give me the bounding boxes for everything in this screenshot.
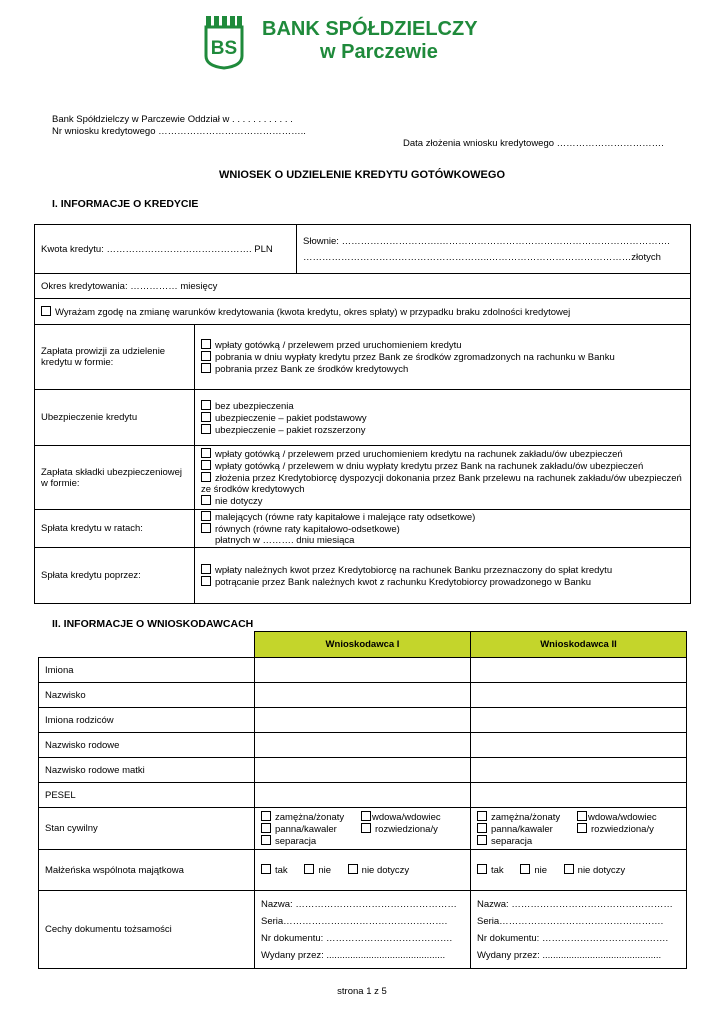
checkbox[interactable] — [477, 823, 487, 833]
option-row[interactable] — [361, 823, 438, 835]
option-row[interactable] — [577, 823, 654, 835]
checkbox[interactable] — [201, 400, 211, 410]
option-label: nie — [534, 865, 548, 876]
option-label: nie dotyczy — [577, 865, 626, 876]
checkbox[interactable] — [201, 448, 211, 458]
checkbox[interactable] — [201, 564, 211, 574]
checkbox[interactable] — [201, 511, 211, 521]
page-number: strona 1 z 5 — [337, 986, 387, 997]
parents-names-label: Imiona rodziców — [39, 708, 255, 733]
applicant1-id-document — [255, 891, 471, 969]
option-row[interactable] — [201, 412, 684, 424]
submission-date-line: Data złożenia wniosku kredytowego ……………………………. — [403, 138, 664, 149]
option-label: wdowa/wdowiec — [588, 811, 657, 823]
section1-heading: I. INFORMACJE O KREDYCIE — [52, 198, 199, 210]
applicant1-civil-status — [255, 808, 471, 850]
insurance-options — [195, 390, 691, 446]
option-row[interactable] — [477, 823, 577, 835]
premium-options — [195, 446, 691, 510]
checkbox[interactable] — [477, 864, 487, 874]
checkbox[interactable] — [201, 351, 211, 361]
credit-amount-words-field[interactable] — [297, 225, 691, 274]
id-document-label: Cechy dokumentu tożsamości — [39, 891, 255, 969]
bank-name-line2: w Parczewie — [320, 41, 438, 63]
applicant1-property-regime — [255, 850, 471, 891]
credit-period-field[interactable]: Okres kredytowania: …………… miesięcy — [35, 274, 691, 299]
repayment-options — [195, 548, 691, 604]
checkbox[interactable] — [348, 864, 358, 874]
option-label: nie dotyczy — [361, 865, 410, 876]
pesel-label: PESEL — [39, 783, 255, 808]
option-row[interactable] — [348, 865, 410, 876]
option-label: rozwiedziona/y — [375, 823, 438, 835]
option-label: tak — [275, 865, 288, 876]
option-label: separacja — [491, 835, 533, 847]
option-row[interactable] — [201, 363, 684, 375]
id-number-field[interactable]: Nr dokumentu: …………………………………. — [477, 932, 669, 944]
surname-label: Nazwisko — [39, 683, 255, 708]
option-label: separacja — [275, 835, 317, 847]
checkbox[interactable] — [477, 835, 487, 845]
applicant2-mother-maiden-name[interactable] — [471, 758, 687, 783]
option-row[interactable] — [477, 811, 577, 823]
checkbox[interactable] — [564, 864, 574, 874]
civil-status-label: Stan cywilny — [39, 808, 255, 850]
option-row[interactable] — [201, 339, 684, 351]
applicant2-parents-names[interactable] — [471, 708, 687, 733]
id-name-field[interactable]: Nazwa: …………………………………………… — [477, 898, 673, 910]
bank-name-line1: BANK SPÓŁDZIELCZY — [262, 18, 478, 40]
checkbox[interactable] — [261, 823, 271, 833]
applicants-table — [38, 631, 687, 969]
option-label: panna/kawaler — [275, 823, 337, 835]
option-label: pobrania przez Bank ze środków kredytowych — [215, 364, 409, 375]
id-issuer-field[interactable]: Wydany przez: ............................................. — [477, 949, 662, 961]
option-label: pobrania w dniu wypłaty kredytu przez Bank ze środków zgromadzonych na rachunku w Banku — [215, 352, 615, 363]
commission-label: Zapłata prowizji za udzielenie kredytu w formie: — [35, 325, 195, 390]
bank-logo — [204, 16, 524, 70]
option-label: potrącanie przez Bank należnych kwot z rachunku Kredytobiorcy prowadzonego w Banku — [215, 576, 591, 588]
checkbox[interactable] — [201, 363, 211, 373]
checkbox[interactable] — [261, 835, 271, 845]
maiden-name-label: Nazwisko rodowe — [39, 733, 255, 758]
applicant1-pesel[interactable] — [255, 783, 471, 808]
option-label: równych (równe raty kapitałowo-odsetkowe) — [215, 524, 400, 535]
checkbox[interactable] — [261, 811, 271, 821]
option-row[interactable] — [477, 865, 504, 876]
checkbox[interactable] — [361, 823, 371, 833]
checkbox[interactable] — [520, 864, 530, 874]
option-label: wpłaty gotówką / przelewem w dniu wypłaty kredytu przez Bank na rachunek zakładu/ów ubezpieczeń — [215, 461, 644, 472]
applicant1-maiden-name[interactable] — [255, 733, 471, 758]
applicant2-header: Wnioskodawca II — [471, 632, 687, 658]
option-row[interactable] — [361, 811, 441, 823]
applicant2-civil-status — [471, 808, 687, 850]
option-row[interactable] — [261, 811, 361, 823]
applicant1-mother-maiden-name[interactable] — [255, 758, 471, 783]
id-series-field[interactable]: Seria……………………………………………. — [261, 915, 448, 927]
bs-monogram-icon — [204, 16, 244, 70]
option-row[interactable] — [261, 865, 288, 876]
option-row[interactable] — [201, 576, 684, 588]
option-row[interactable] — [201, 400, 684, 412]
option-row[interactable] — [201, 460, 684, 472]
applicant1-header: Wnioskodawca I — [255, 632, 471, 658]
option-label: wdowa/wdowiec — [372, 811, 441, 823]
option-row[interactable] — [520, 865, 547, 876]
applicant2-maiden-name[interactable] — [471, 733, 687, 758]
checkbox[interactable] — [201, 339, 211, 349]
checkbox[interactable] — [477, 811, 487, 821]
applicant2-pesel[interactable] — [471, 783, 687, 808]
checkbox[interactable] — [201, 576, 211, 586]
mother-maiden-name-label: Nazwisko rodowe matki — [39, 758, 255, 783]
applicant2-property-regime — [471, 850, 687, 891]
option-row[interactable] — [261, 823, 361, 835]
option-row[interactable] — [201, 424, 684, 436]
consent-row[interactable] — [35, 299, 691, 325]
applicant1-surname[interactable] — [255, 683, 471, 708]
credit-info-table — [34, 224, 691, 604]
option-label: ubezpieczenie – pakiet rozszerzony — [215, 424, 366, 436]
words-line-2: …………………………………………………..………………………………………złotych — [303, 252, 661, 263]
option-row[interactable] — [201, 511, 684, 523]
option-label: zamężna/żonaty — [275, 811, 345, 823]
option-label: panna/kawaler — [491, 823, 553, 835]
checkbox[interactable] — [201, 472, 211, 482]
option-row[interactable] — [201, 351, 684, 363]
option-label: nie — [318, 865, 332, 876]
property-regime-label: Małżeńska wspólnota majątkowa — [39, 850, 255, 891]
branch-line: Bank Spółdzielczy w Parczewie Oddział w . . . . . . . . . . . . — [52, 114, 293, 125]
option-row[interactable] — [201, 564, 684, 576]
option-label: nie dotyczy — [215, 496, 263, 507]
commission-options — [195, 325, 691, 390]
document-title: WNIOSEK O UDZIELENIE KREDYTU GOTÓWKOWEGO — [219, 169, 505, 181]
section2-heading: II. INFORMACJE O WNIOSKODAWCACH — [52, 618, 254, 630]
consent-checkbox[interactable] — [41, 306, 51, 316]
repayment-label: Spłata kredytu poprzez: — [35, 548, 195, 604]
option-row[interactable] — [564, 865, 626, 876]
applicant2-id-document — [471, 891, 687, 969]
applicant1-parents-names[interactable] — [255, 708, 471, 733]
option-row[interactable] — [201, 495, 684, 507]
option-row[interactable] — [201, 523, 684, 535]
installments-options — [195, 510, 691, 548]
checkbox[interactable] — [201, 495, 211, 505]
checkbox[interactable] — [201, 424, 211, 434]
checkbox[interactable] — [577, 823, 587, 833]
option-label: malejących (równe raty kapitałowe i malejące raty odsetkowe) — [215, 512, 476, 523]
option-label: bez ubezpieczenia — [215, 400, 294, 412]
consent-label: Wyrażam zgodę na zmianę warunków kredytowania (kwota kredytu, okres spłaty) w przypadku braku zdolności kredytowej — [55, 306, 571, 318]
option-label: tak — [491, 865, 504, 876]
application-number-line: Nr wniosku kredytowego ……………………………………….. — [52, 126, 306, 137]
checkbox[interactable] — [304, 864, 314, 874]
option-label: wpłaty należnych kwot przez Kredytobiorcę na rachunek Banku przeznaczony do spłat kredytu — [215, 564, 613, 576]
payment-day-line[interactable]: płatnych w ………. dniu miesiąca — [215, 535, 355, 546]
option-row[interactable] — [201, 472, 684, 495]
applicant2-first-names[interactable] — [471, 658, 687, 683]
option-row[interactable] — [201, 448, 684, 460]
header-empty — [39, 632, 255, 658]
option-label: rozwiedziona/y — [591, 823, 654, 835]
option-label: złożenia przez Kredytobiorcę dyspozycji dokonania przez Bank przelewu na rachunek zakładu/ów ubezpieczeń ze środków kredytowych — [201, 473, 682, 495]
checkbox[interactable] — [201, 523, 211, 533]
checkbox[interactable] — [577, 811, 587, 821]
first-names-label: Imiona — [39, 658, 255, 683]
svg-text:BS: BS — [210, 38, 238, 59]
option-label: ubezpieczenie – pakiet podstawowy — [215, 412, 367, 424]
premium-label: Zapłata składki ubezpieczeniowej w formie: — [35, 446, 195, 510]
checkbox[interactable] — [201, 412, 211, 422]
option-row[interactable] — [261, 836, 316, 847]
insurance-label: Ubezpieczenie kredytu — [35, 390, 195, 446]
option-row[interactable] — [577, 811, 657, 823]
checkbox[interactable] — [361, 811, 371, 821]
id-series-field[interactable]: Seria……………………………………………. — [477, 915, 664, 927]
checkbox[interactable] — [201, 460, 211, 470]
option-label: wpłaty gotówką / przelewem przed uruchomieniem kredytu — [215, 340, 462, 351]
option-row[interactable] — [477, 836, 532, 847]
applicant1-first-names[interactable] — [255, 658, 471, 683]
installments-label: Spłata kredytu w ratach: — [35, 510, 195, 548]
option-label: wpłaty gotówką / przelewem przed uruchomieniem kredytu na rachunek zakładu/ów ubezpieczeń — [215, 449, 623, 460]
id-name-field[interactable]: Nazwa: …………………………………………… — [261, 898, 457, 910]
option-label: zamężna/żonaty — [491, 811, 561, 823]
applicant2-surname[interactable] — [471, 683, 687, 708]
credit-amount-field[interactable]: Kwota kredytu: ………………………………………. PLN — [35, 225, 297, 274]
id-issuer-field[interactable]: Wydany przez: ............................................. — [261, 949, 446, 961]
checkbox[interactable] — [261, 864, 271, 874]
words-line-1: Słownie: ………………………….………………………………………………………………. — [303, 236, 670, 247]
id-number-field[interactable]: Nr dokumentu: …………………………………. — [261, 932, 453, 944]
option-row[interactable] — [304, 865, 331, 876]
